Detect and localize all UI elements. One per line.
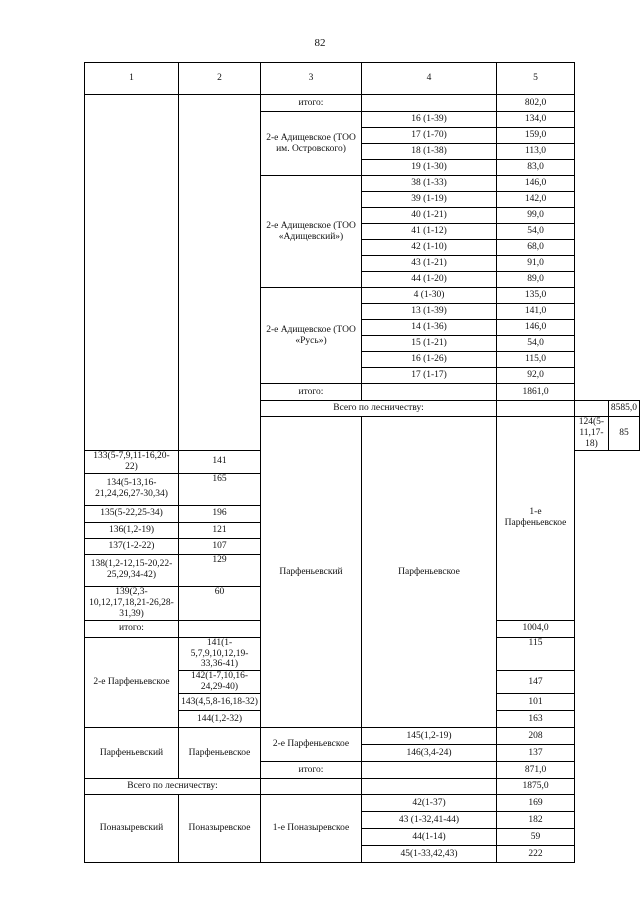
group-cell: 2-е Адищевское (ТОО им. Островского) [261, 112, 362, 176]
itogo-label: итого: [85, 620, 179, 637]
area-cell: 134,0 [497, 112, 575, 128]
area-cell: 83,0 [497, 160, 575, 176]
area-cell: 222 [497, 846, 575, 863]
area-cell: 115,0 [497, 352, 575, 368]
header-cell: 3 [261, 63, 362, 95]
area-cell: 68,0 [497, 240, 575, 256]
quarter-cell: 136(1,2-19) [85, 522, 179, 538]
quarter-cell: 133(5-7,9,11-16,20-22) [85, 450, 179, 473]
quarter-cell: 39 (1-19) [362, 192, 497, 208]
quarter-cell: 4 (1-30) [362, 288, 497, 304]
itogo-label: итого: [261, 762, 362, 779]
quarter-cell: 18 (1-38) [362, 144, 497, 160]
quarter-cell: 13 (1-39) [362, 304, 497, 320]
quarter-cell: 41 (1-12) [362, 224, 497, 240]
vsego-value: 8585,0 [608, 401, 639, 417]
itogo-value: 871,0 [497, 762, 575, 779]
itogo-label: итого: [261, 95, 362, 112]
area-cell: 169 [497, 795, 575, 812]
area-cell: 165 [179, 473, 261, 505]
quarter-cell: 145(1,2-19) [362, 728, 497, 745]
vsego-label: Всего по лесничеству: [261, 401, 497, 417]
group-cell: 2-е Парфеньевское [85, 637, 179, 728]
quarter-cell: 143(4,5,8-16,18-32) [179, 694, 261, 711]
quarter-cell: 16 (1-26) [362, 352, 497, 368]
area-cell: 115 [497, 637, 575, 671]
quarter-cell: 139(2,3-10,12,17,18,21-26,28-31,39) [85, 586, 179, 620]
forest-table [84, 62, 640, 863]
area-cell: 137 [497, 745, 575, 762]
quarter-cell: 137(1-2-22) [85, 538, 179, 554]
quarter-cell: 16 (1-39) [362, 112, 497, 128]
quarter-cell: 138(1,2-12,15-20,22-25,29,34-42) [85, 554, 179, 586]
quarter-cell: 17 (1-70) [362, 128, 497, 144]
quarter-cell: 42 (1-10) [362, 240, 497, 256]
quarter-cell: 44(1-14) [362, 829, 497, 846]
district-cell [179, 95, 261, 451]
vsego-value: 1875,0 [497, 779, 575, 795]
quarter-cell: 135(5-22,25-34) [85, 505, 179, 522]
quarter-cell: 38 (1-33) [362, 176, 497, 192]
vsego-label: Всего по лесничеству: [85, 779, 261, 795]
empty-cell [362, 762, 497, 779]
itogo-value: 1861,0 [497, 384, 575, 401]
area-cell: 146,0 [497, 320, 575, 336]
empty-cell [179, 620, 261, 637]
quarter-cell: 17 (1-17) [362, 368, 497, 384]
area-cell: 142,0 [497, 192, 575, 208]
quarter-cell: 142(1-7,10,16-24,29-40) [179, 671, 261, 694]
area-cell: 107 [179, 538, 261, 554]
quarter-cell: 42(1-37) [362, 795, 497, 812]
area-cell: 146,0 [497, 176, 575, 192]
area-cell: 101 [497, 694, 575, 711]
group-cell: 1-е Поназыревское [261, 795, 362, 863]
empty-cell [362, 95, 497, 112]
table-row [85, 728, 640, 745]
area-cell: 159,0 [497, 128, 575, 144]
forestry-cell: Парфеньевский [85, 728, 179, 779]
quarter-cell: 15 (1-21) [362, 336, 497, 352]
header-cell: 4 [362, 63, 497, 95]
empty-cell [575, 401, 609, 417]
area-cell: 59 [497, 829, 575, 846]
forestry-cell: Парфеньевский [261, 417, 362, 728]
group-cell: 2-е Адищевское (ТОО «Русь») [261, 288, 362, 384]
group-cell: 2-е Парфеньевское [261, 728, 362, 762]
header-row [85, 63, 640, 95]
header-cell: 2 [179, 63, 261, 95]
itogo-value: 802,0 [497, 95, 575, 112]
quarter-cell: 14 (1-36) [362, 320, 497, 336]
forestry-cell [85, 95, 179, 451]
area-cell: 141 [179, 450, 261, 473]
area-cell: 92,0 [497, 368, 575, 384]
area-cell: 129 [179, 554, 261, 586]
district-cell: Парфеньевское [362, 417, 497, 728]
area-cell: 91,0 [497, 256, 575, 272]
area-cell: 196 [179, 505, 261, 522]
group-cell: 1-е Парфеньевское [497, 417, 575, 621]
quarter-cell: 19 (1-30) [362, 160, 497, 176]
area-cell: 54,0 [497, 336, 575, 352]
quarter-cell: 45(1-33,42,43) [362, 846, 497, 863]
area-cell: 113,0 [497, 144, 575, 160]
quarter-cell: 124(5-11,17-18) [575, 417, 609, 451]
district-cell: Парфеньевское [179, 728, 261, 779]
table-row [85, 795, 640, 812]
quarter-cell: 146(3,4-24) [362, 745, 497, 762]
header-cell: 1 [85, 63, 179, 95]
itogo-label: итого: [261, 384, 362, 401]
forestry-cell: Поназыревский [85, 795, 179, 863]
empty-cell [261, 779, 362, 795]
area-cell: 147 [497, 671, 575, 694]
area-cell: 99,0 [497, 208, 575, 224]
quarter-cell: 141(1-5,7,9,10,12,19-33,36-41) [179, 637, 261, 671]
table-row [85, 95, 640, 112]
area-cell: 54,0 [497, 224, 575, 240]
area-cell: 89,0 [497, 272, 575, 288]
area-cell: 141,0 [497, 304, 575, 320]
quarter-cell: 44 (1-20) [362, 272, 497, 288]
empty-cell [362, 384, 497, 401]
district-cell: Поназыревское [179, 795, 261, 863]
quarter-cell: 43 (1-32,41-44) [362, 812, 497, 829]
area-cell: 135,0 [497, 288, 575, 304]
empty-cell [362, 779, 497, 795]
quarter-cell: 43 (1-21) [362, 256, 497, 272]
area-cell: 60 [179, 586, 261, 620]
group-cell: 2-е Адищевское (ТОО «Адищевский») [261, 176, 362, 288]
header-cell: 5 [497, 63, 575, 95]
area-cell: 121 [179, 522, 261, 538]
itogo-value: 1004,0 [497, 620, 575, 637]
quarter-cell: 134(5-13,16-21,24,26,27-30,34) [85, 473, 179, 505]
area-cell: 163 [497, 711, 575, 728]
empty-cell [497, 401, 575, 417]
area-cell: 85 [608, 417, 639, 451]
quarter-cell: 40 (1-21) [362, 208, 497, 224]
area-cell: 208 [497, 728, 575, 745]
page-number: 82 [314, 37, 326, 49]
total-row [85, 779, 640, 795]
area-cell: 182 [497, 812, 575, 829]
quarter-cell: 144(1,2-32) [179, 711, 261, 728]
